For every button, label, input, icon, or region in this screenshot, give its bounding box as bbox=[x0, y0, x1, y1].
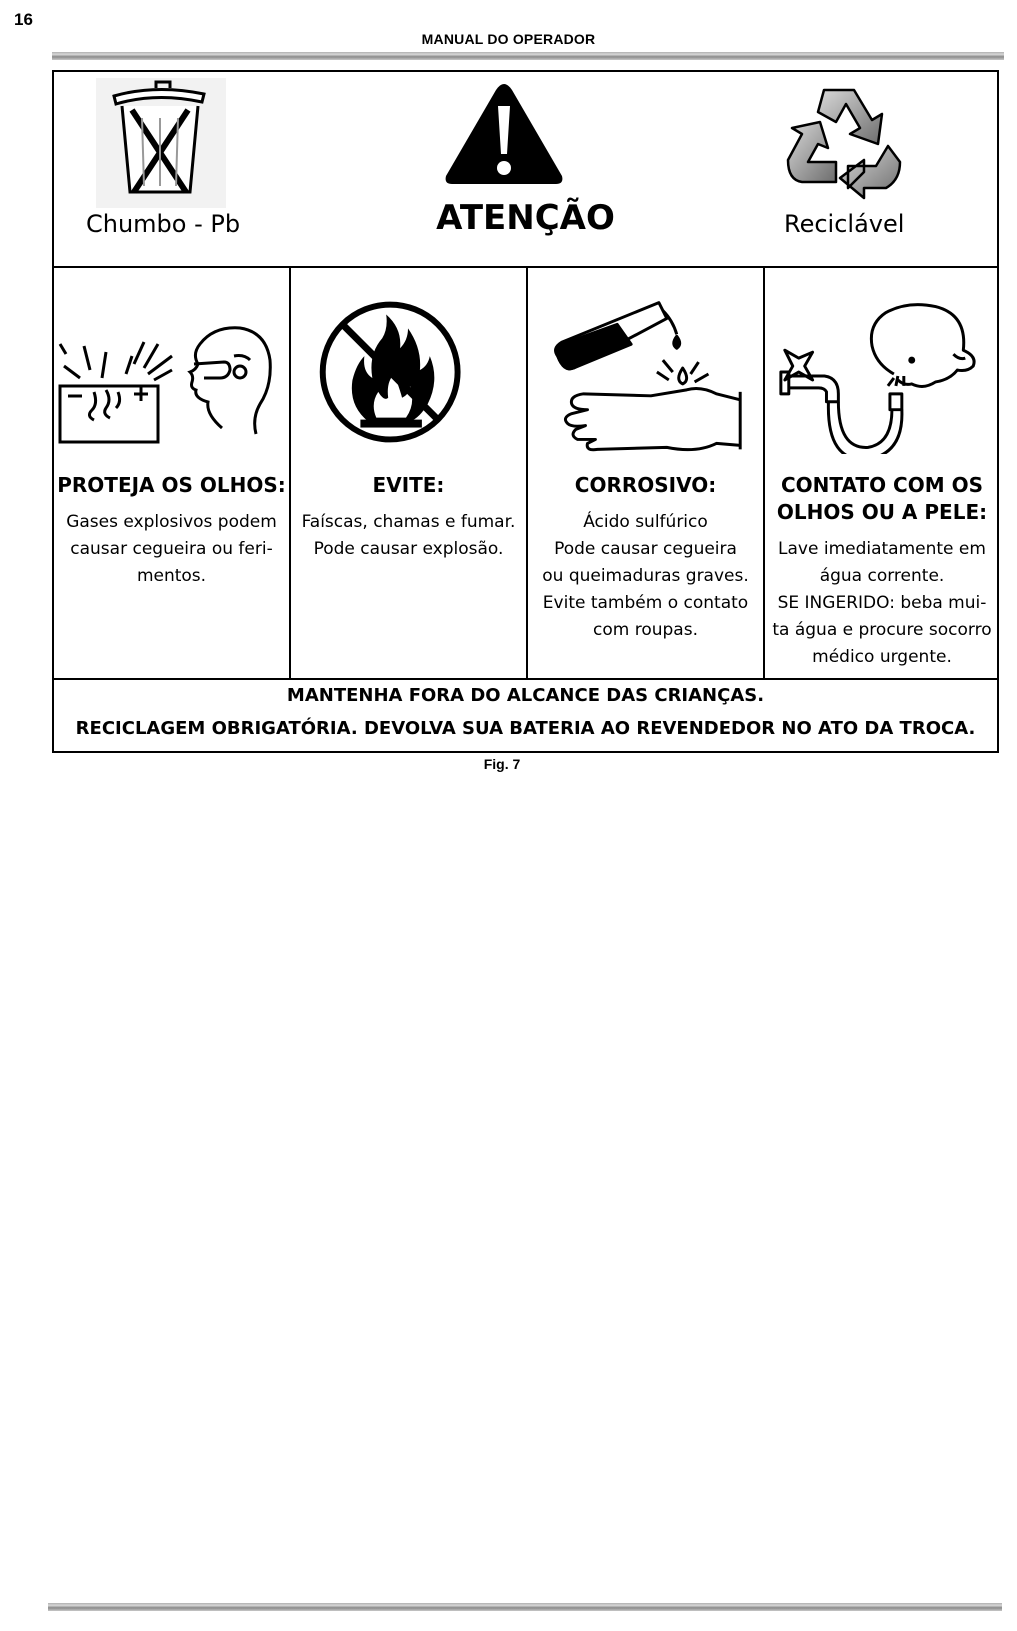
contact-line-4: ta água e procure socorro bbox=[772, 620, 992, 640]
contact-line-2: água corrente. bbox=[819, 566, 945, 586]
attention-title: ATENÇÃO bbox=[436, 198, 615, 238]
avoid-line-1: Faíscas, chamas e fumar. bbox=[301, 512, 516, 532]
corrosive-line-4: Evite também o contato bbox=[542, 593, 749, 613]
header-title: MANUAL DO OPERADOR bbox=[421, 31, 596, 47]
page-number: 16 bbox=[14, 10, 33, 29]
recyclable-label: Reciclável bbox=[784, 210, 905, 238]
corrosive-icon bbox=[528, 294, 763, 454]
eyes-line-2: causar cegueira ou feri- bbox=[70, 539, 273, 559]
contact-heading-line-1: CONTATO COM OS bbox=[781, 473, 983, 497]
eye-wash-icon bbox=[765, 294, 999, 454]
corrosive-heading: CORROSIVO: bbox=[574, 473, 717, 497]
hazard-panel-avoid bbox=[289, 268, 526, 678]
contact-line-5: médico urgente. bbox=[812, 647, 952, 667]
hazard-panels bbox=[54, 268, 997, 680]
header-rule bbox=[52, 52, 1004, 60]
hazard-panel-eyes bbox=[54, 268, 289, 678]
hazard-panel-corrosive bbox=[526, 268, 763, 678]
hazard-panel-contact bbox=[763, 268, 999, 678]
no-fire-icon bbox=[291, 294, 526, 454]
avoid-heading: EVITE: bbox=[372, 473, 445, 497]
recycling-notice: RECICLAGEM OBRIGATÓRIA. DEVOLVA SUA BATERIA AO REVENDEDOR NO ATO DA TROCA. bbox=[75, 718, 976, 739]
warning-triangle-icon bbox=[442, 80, 566, 188]
corrosive-line-2: Pode causar cegueira bbox=[554, 539, 737, 559]
corrosive-line-3: ou queimaduras graves. bbox=[542, 566, 749, 586]
corrosive-line-1: Ácido sulfúrico bbox=[583, 512, 708, 532]
eyes-line-3: mentos. bbox=[136, 566, 207, 586]
figure-caption: Fig. 7 bbox=[483, 756, 521, 772]
contact-heading-line-2: OLHOS OU A PELE: bbox=[776, 500, 988, 524]
avoid-line-2: Pode causar explosão. bbox=[313, 539, 504, 559]
contact-line-1: Lave imediatamente em bbox=[778, 539, 986, 559]
label-footer bbox=[54, 680, 997, 753]
keep-away-notice: MANTENHA FORA DO ALCANCE DAS CRIANÇAS. bbox=[286, 685, 765, 706]
battery-warning-label bbox=[52, 70, 999, 753]
crossed-bin-icon bbox=[96, 78, 226, 208]
eyes-line-1: Gases explosivos podem bbox=[66, 512, 277, 532]
eyes-heading: PROTEJA OS OLHOS: bbox=[57, 473, 286, 497]
label-top-row bbox=[54, 72, 997, 268]
recycle-icon bbox=[780, 82, 906, 204]
lead-label: Chumbo - Pb bbox=[86, 210, 241, 238]
footer-rule bbox=[48, 1603, 1002, 1611]
contact-line-3: SE INGERIDO: beba mui- bbox=[777, 593, 987, 613]
eye-protection-icon bbox=[54, 294, 289, 454]
corrosive-line-5: com roupas. bbox=[593, 620, 698, 640]
